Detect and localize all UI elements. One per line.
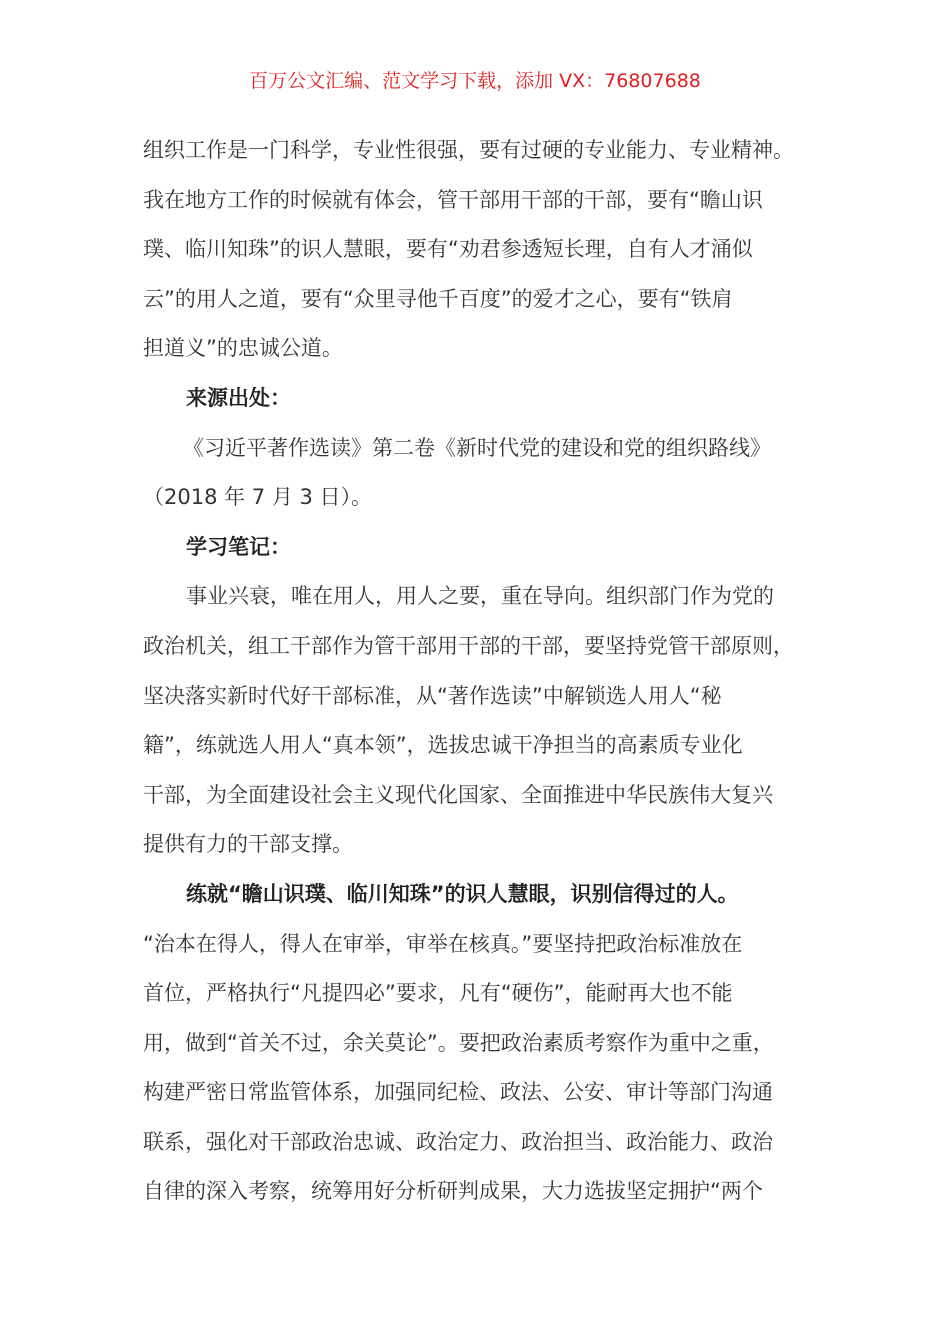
paragraph-line: 我在地方工作的时候就有体会，管干部用干部的干部，要有“瞻山识 [143,187,763,212]
section-heading-notes: 学习笔记： [186,534,291,559]
source-citation: 《习近平著作选读》第二卷《新时代党的建设和党的组织路线》 [183,435,771,460]
paragraph-line: 事业兴衰，唯在用人，用人之要，重在导向。组织部门作为党的 [186,584,774,609]
paragraph-line: 提供有力的干部支撑。 [143,832,353,857]
paragraph-line: 云”的用人之道，要有“众里寻他千百度”的爱才之心，要有“铁肩 [143,286,733,311]
paragraph-line: “治本在得人，得人在审举，审举在核真。”要坚持把政治标准放在 [143,931,743,956]
document-body [143,126,811,1217]
paragraph-line: 璞、临川知珠”的识人慧眼，要有“劝君参透短长理，自有人才涌似 [143,237,753,262]
paragraph-line: 担道义”的忠诚公道。 [143,336,343,361]
paragraph-line: 籍”，练就选人用人“真本领”，选拔忠诚干净担当的高素质专业化 [143,733,743,758]
paragraph-line: 用，做到“首关不过，余关莫论”。要把政治素质考察作为重中之重， [143,1030,774,1055]
subsection-heading: 练就“瞻山识璞、临川知珠”的识人慧眼，识别信得过的人。 [186,881,739,906]
paragraph-line: 构建严密日常监管体系，加强同纪检、政法、公安、审计等部门沟通 [143,1080,773,1105]
section-heading-source: 来源出处： [186,385,291,410]
paragraph-line: 联系，强化对干部政治忠诚、政治定力、政治担当、政治能力、政治 [143,1129,773,1154]
paragraph-line: 首位，严格执行“凡提四必”要求，凡有“硬伤”，能耐再大也不能 [143,981,733,1006]
watermark-banner: 百万公文汇编、范文学习下载，添加 VX：76807688 [249,70,701,92]
paragraph-line: 自律的深入考察，统筹用好分析研判成果，大力选拔坚定拥护“两个 [143,1179,763,1204]
source-citation-date: （2018 年 7 月 3 日）。 [143,485,373,510]
paragraph-line: 组织工作是一门科学，专业性很强，要有过硬的专业能力、专业精神。 [143,138,794,162]
paragraph-line: 干部，为全面建设社会主义现代化国家、全面推进中华民族伟大复兴 [143,782,773,807]
paragraph-line: 政治机关，组工干部作为管干部用干部的干部，要坚持党管干部原则， [143,633,794,658]
paragraph-line: 坚决落实新时代好干部标准，从“著作选读”中解锁选人用人“秘 [143,683,722,708]
